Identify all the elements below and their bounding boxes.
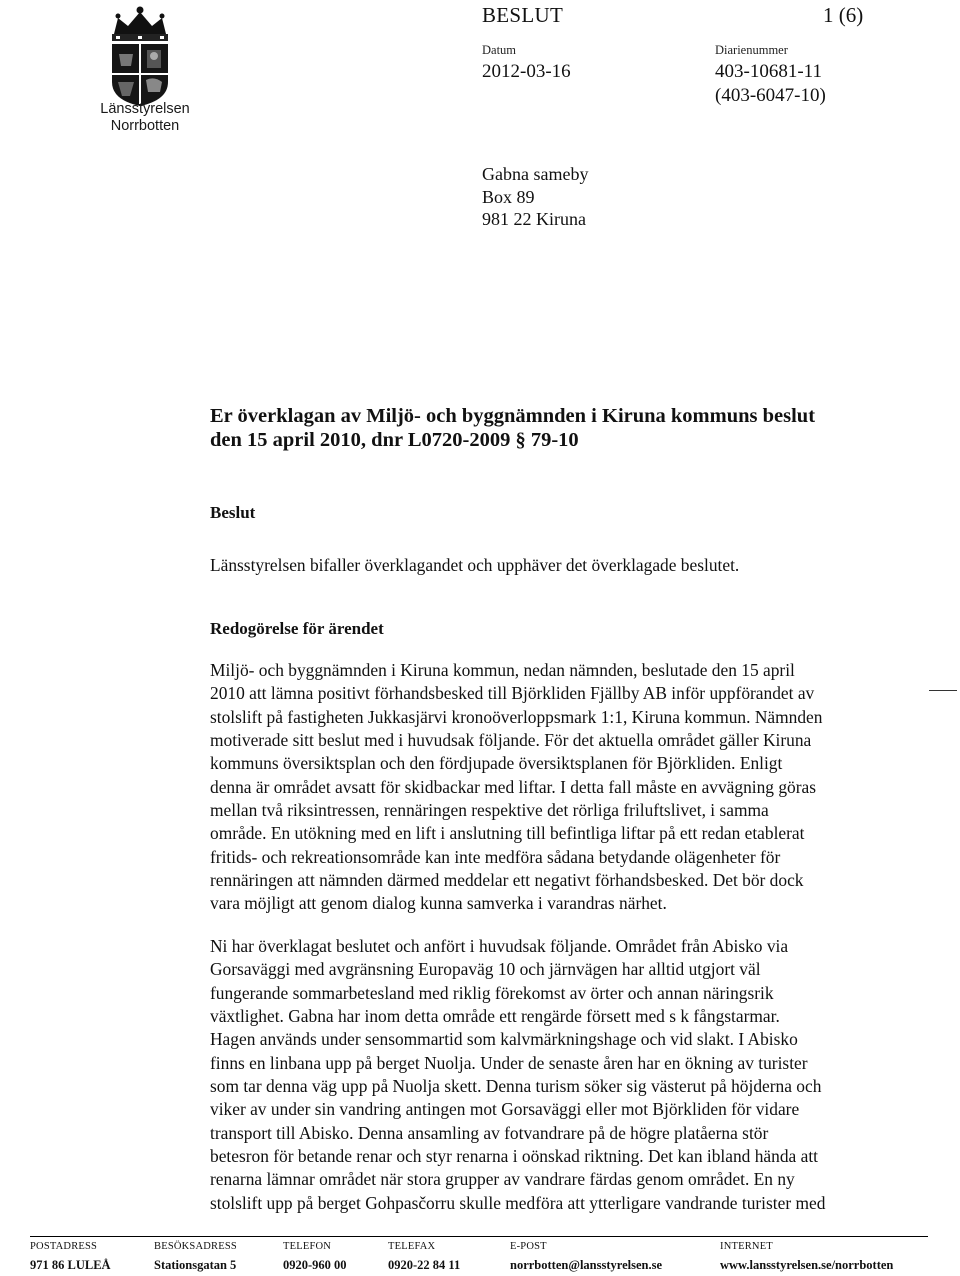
paragraph-line: motiverade sitt beslut med i huvudsak följande. För det aktuella området gäller Kiruna (210, 730, 812, 751)
title-line-1: Er överklagan av Miljö- och byggnämnden i Kiruna kommuns beslut (210, 405, 816, 427)
paragraph-line: som tar denna väg upp på Nuolja skett. Denna turism söker sig västerut på höjderna och (210, 1076, 822, 1097)
paragraph-line: denna är området avsatt för skidbackar med liftar. I detta fall måste en avvägning göras (210, 776, 817, 797)
recipient-city: 981 22 Kiruna (482, 209, 586, 230)
footer-phone-label: TELEFON (283, 1241, 332, 1252)
agency-line-2: Norrbotten (110, 118, 180, 134)
paragraph-line: kommuns översiktsplan och den fördjupade översiktsplanen för Björkliden. Enligt (210, 753, 783, 774)
paragraph-line: stolslift på fastigheten Jukkasjärvi kronoöverloppsmark 1:1, Kiruna kommun. Nämnden (210, 706, 823, 727)
footer-visit-label: BESÖKSADRESS (154, 1241, 237, 1252)
footer-visit-value: Stationsgatan 5 (154, 1258, 237, 1272)
document-title (210, 404, 930, 452)
decision-heading: Beslut (210, 503, 256, 522)
title-line-2: den 15 april 2010, dnr L0720-2009 § 79-10 (210, 429, 579, 451)
paragraph-line: Ni har överklagat beslutet och anfört i huvudsak följande. Området från Abisko via (210, 936, 789, 956)
paragraph-line: växtlighet. Gabna har inom detta område ett rengärde försett med s k fångstarmar. (210, 1006, 780, 1027)
footer-phone-value: 0920-960 00 (283, 1258, 347, 1272)
footer-web-link[interactable]: www.lansstyrelsen.se/norrbotten (720, 1258, 894, 1272)
footer-web-label: INTERNET (720, 1241, 773, 1252)
account-heading: Redogörelse för ärendet (210, 619, 384, 638)
paragraph-line: mellan två riksintressen, rennäringen respektive det rörliga friluftslivet, i samma (210, 800, 769, 821)
paragraph-line: Gorsaväggi med avgränsning Europaväg 10 och järnvägen har alltid utgjort väl (210, 959, 761, 980)
footer-email-label: E-POST (510, 1241, 547, 1252)
date-value: 2012-03-16 (482, 61, 571, 82)
recipient-name: Gabna sameby (482, 164, 589, 184)
footer (30, 1236, 928, 1272)
decision-text: Länsstyrelsen bifaller överklagandet och upphäver det överklagade beslutet. (210, 555, 740, 575)
paragraph-line: betesron för betande renar och styr renarna i oönskad riktning. Det kan ibland hända att (210, 1146, 818, 1167)
recipient-box: Box 89 (482, 186, 535, 207)
recipient-address (482, 163, 588, 231)
agency-line-1: Länsstyrelsen (100, 101, 190, 117)
date-label: Datum (482, 43, 517, 57)
paragraph-line: fritids- och rekreationsområde kan inte medföra sådana betydande olägenheter för (210, 846, 781, 867)
footer-fax-value: 0920-22 84 11 (388, 1258, 461, 1272)
diary-label: Diarienummer (715, 43, 788, 57)
paragraph-line: viker av under sin vandring antingen mot Gorsaväggi eller mot Björkliden för vidare (210, 1099, 800, 1120)
diary-number-alt: (403-6047-10) (715, 85, 826, 106)
page-number: 1 (6) (823, 3, 864, 27)
paragraph-line: område. En utökning med en lift i anslutning till befintliga liftar på ett redan etablerat (210, 823, 805, 844)
footer-email-link[interactable]: norrbotten@lansstyrelsen.se (510, 1258, 663, 1272)
margin-mark (929, 690, 957, 691)
paragraph-line: rennäringen att nämnden därmed meddelar ett negativt förhandsbesked. Det bör dock (210, 870, 804, 891)
footer-fax-label: TELEFAX (388, 1241, 436, 1252)
paragraph-line: 2010 att lämna positivt förhandsbesked till Björkliden Fjällby AB inför uppförandet av (210, 683, 815, 704)
agency-name (70, 101, 220, 135)
coat-of-arms-logo (92, 4, 188, 108)
footer-postal-label: POSTADRESS (30, 1241, 98, 1252)
paragraph-line: fungerande sommarbetesland med riklig förekomst av örter och annan näringsrik (210, 982, 774, 1003)
diary-number: 403-10681-11 (715, 61, 822, 82)
paragraph-line: Hagen används under sensommartid som kalvmärkningshage och vid slakt. I Abisko (210, 1029, 798, 1050)
paragraph-line: stolslift upp på berget Gohpasčorru skulle medföra att ytterligare vandrande turister med (210, 1192, 826, 1213)
footer-postal-value: 971 86 LULEÅ (30, 1258, 111, 1272)
paragraph-line: finns en linbana upp på berget Nuolja. Under de senaste åren har en ökning av turister (210, 1052, 808, 1073)
paragraph-line: transport till Abisko. Denna ansamling av fotvandrare på de högre platåerna stör (210, 1122, 769, 1143)
paragraph-line: renarna lämnar området när stora grupper av vandrare färdas genom området. En ny (210, 1169, 795, 1190)
account-paragraph-2 (210, 935, 910, 1215)
paragraph-line: vara möjligt att genom dialog kunna samverka i varandras närhet. (210, 893, 667, 914)
paragraph-line: Miljö- och byggnämnden i Kiruna kommun, nedan nämnden, beslutade den 15 april (210, 660, 795, 680)
account-paragraph-1 (210, 659, 910, 916)
document-type: BESLUT (482, 3, 564, 27)
